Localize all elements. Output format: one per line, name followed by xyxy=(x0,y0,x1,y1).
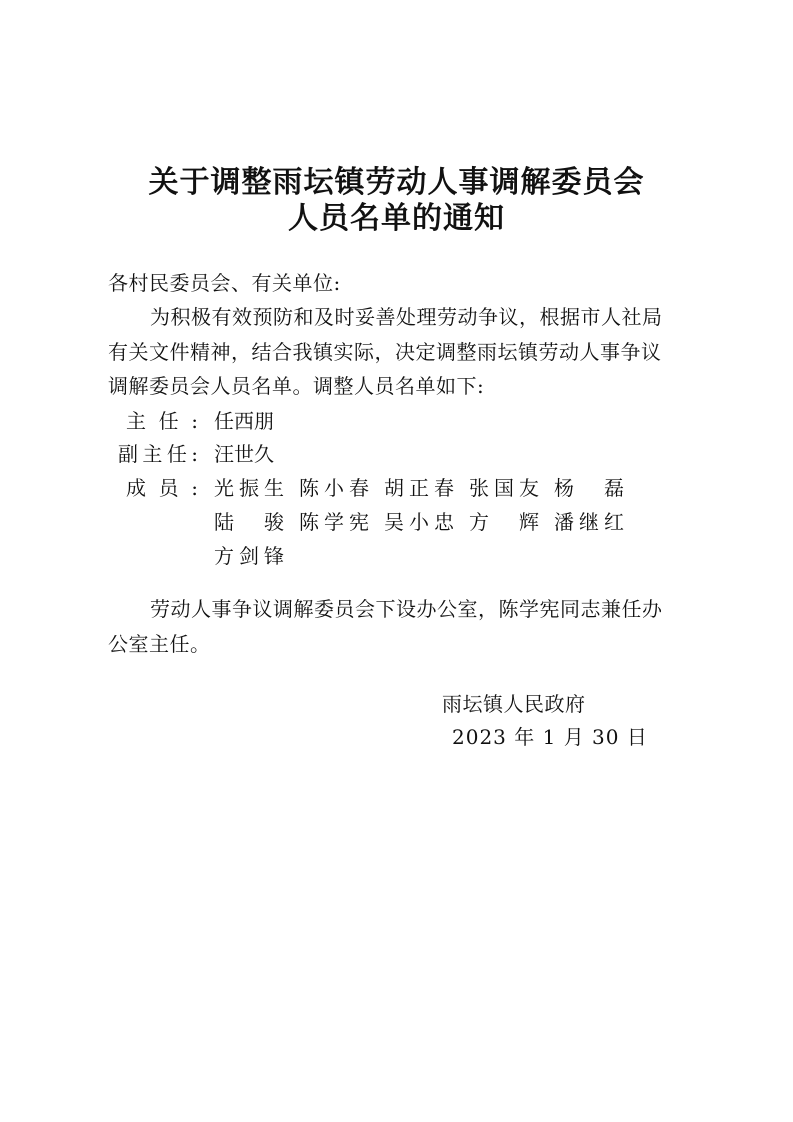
member-name: 光振生 xyxy=(214,476,284,500)
member-name: 潘继红 xyxy=(554,510,624,534)
vice-director-name: 汪世久 xyxy=(214,442,274,466)
signature-date: 2023 年 1 月 30 日 xyxy=(452,725,648,749)
salutation: 各村民委员会、有关单位: xyxy=(108,271,341,295)
paragraph-2-line-1: 劳动人事争议调解委员会下设办公室，陈学宪同志兼任办 xyxy=(150,597,663,621)
role-members-label xyxy=(108,474,212,502)
member-name: 胡正春 xyxy=(384,476,454,500)
member-name: 方辉 xyxy=(469,510,539,534)
paragraph-2-line-2: 公室主任。 xyxy=(108,632,211,656)
member-name: 陈小春 xyxy=(299,476,369,500)
member-name: 杨磊 xyxy=(554,476,624,500)
paragraph-1-line-3: 调解委员会人员名单。调整人员名单如下: xyxy=(108,374,485,398)
role-director-label xyxy=(108,407,212,435)
member-name: 陈学宪 xyxy=(299,510,369,534)
director-name: 任西朋 xyxy=(214,409,274,433)
role-vice-director-label xyxy=(108,440,212,468)
document-title-line-2: 人员名单的通知 xyxy=(288,201,505,236)
director-label-text: 主任: xyxy=(126,409,198,433)
document-title-line-1: 关于调整雨坛镇劳动人事调解委员会 xyxy=(148,165,645,200)
members-label-text: 成员: xyxy=(126,476,198,500)
signature-organization: 雨坛镇人民政府 xyxy=(442,692,586,716)
member-name: 方剑锋 xyxy=(214,544,284,568)
paragraph-1-line-2: 有关文件精神，结合我镇实际，决定调整雨坛镇劳动人事争议 xyxy=(108,340,662,364)
member-name: 张国友 xyxy=(469,476,539,500)
member-name: 吴小忠 xyxy=(384,510,454,534)
vice-director-label-text: 副主任: xyxy=(118,442,198,466)
paragraph-1-line-1: 为积极有效预防和及时妥善处理劳动争议，根据市人社局 xyxy=(150,305,663,329)
member-name: 陆骏 xyxy=(214,510,284,534)
